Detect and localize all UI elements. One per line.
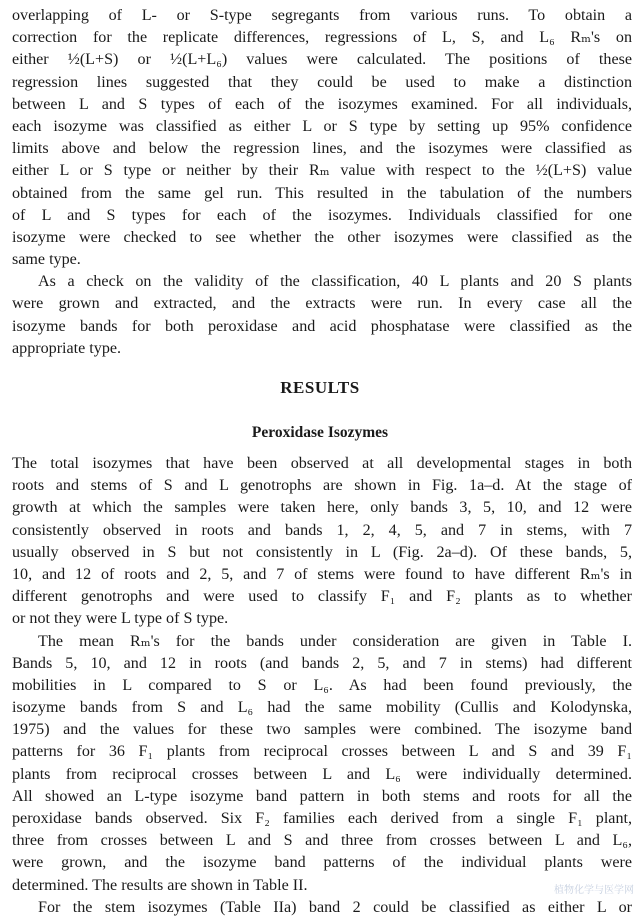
text-line: growth at which the samples were taken here, only bands 3, 5, 10, and 12 were bbox=[12, 499, 632, 517]
text-line: 1975) and the values for these two samples were combined. The isozyme band bbox=[12, 721, 632, 739]
text-line: between L and S types of each of the isozymes examined. For all individuals, bbox=[12, 95, 632, 113]
text-line: plants from reciprocal crosses between L and L₆ were individually determined. bbox=[12, 765, 632, 783]
text-line: isozyme bands for both peroxidase and acid phosphatase were classified as the bbox=[12, 317, 632, 335]
methods-paragraph-block bbox=[12, 5, 632, 360]
text-line: of L and S types for each of the isozymes. Individuals classified for one bbox=[12, 206, 632, 224]
results-paragraph-block bbox=[12, 453, 632, 919]
text-line: The mean Rₘ's for the bands under consideration are given in Table I. bbox=[38, 632, 632, 650]
text-line: isozyme were checked to see whether the other isozymes were classified as the bbox=[12, 228, 632, 246]
text-line: As a check on the validity of the classification, 40 L plants and 20 S plants bbox=[38, 273, 632, 291]
text-line: each isozyme was classified as either L or S type by setting up 95% confidence bbox=[12, 117, 632, 135]
text-line: roots and stems of S and L genotrophs are shown in Fig. 1a–d. At the stage of bbox=[12, 477, 632, 495]
text-line: Bands 5, 10, and 12 in roots (and bands 2, 5, and 7 in stems) had different bbox=[12, 654, 632, 672]
text-line: isozyme bands from S and L₆ had the same mobility (Cullis and Kolodynska, bbox=[12, 699, 632, 717]
text-line: For the stem isozymes (Table IIa) band 2 could be classified as either L or bbox=[38, 898, 632, 916]
text-line: either ½(L+S) or ½(L+L₆) values were calculated. The positions of these bbox=[12, 51, 632, 69]
text-line: were grown and extracted, and the extracts were run. In every case all the bbox=[12, 295, 632, 313]
text-line: or not they were L type of S type. bbox=[12, 610, 229, 628]
text-line: consistently observed in roots and bands 1, 2, 4, 5, and 7 in stems, with 7 bbox=[12, 521, 632, 539]
peroxidase-subheading: Peroxidase Isozymes bbox=[251, 424, 389, 441]
text-line: either L or S type or neither by their Rₘ value with respect to the ½(L+S) value bbox=[12, 162, 632, 180]
text-line: different genotrophs and were used to classify F₁ and F₂ plants as to whether bbox=[12, 588, 632, 606]
text-line: were grown, and the isozyme band patterns of the individual plants were bbox=[12, 854, 632, 872]
text-line: mobilities in L compared to S or L₆. As had been found previously, the bbox=[12, 676, 632, 694]
text-line: The total isozymes that have been observed at all developmental stages in both bbox=[12, 455, 632, 472]
results-heading: RESULTS bbox=[280, 378, 360, 397]
watermark: 植物化学与医学网 bbox=[554, 885, 634, 896]
text-line: correction for the replicate differences, regressions of L, S, and L₆ Rₘ's on bbox=[12, 29, 632, 47]
text-line: patterns for 36 F₁ plants from reciprocal crosses between L and S and 39 F₁ bbox=[12, 743, 632, 761]
text-line: overlapping of L- or S-type segregants from various runs. To obtain a bbox=[12, 7, 632, 24]
text-line: same type. bbox=[12, 251, 81, 269]
text-line: peroxidase bands observed. Six F₂ families each derived from a single F₁ plant, bbox=[12, 810, 632, 827]
text-line: determined. The results are shown in Table II. bbox=[12, 876, 308, 894]
text-line: appropriate type. bbox=[12, 339, 122, 357]
text-line: regression lines suggested that they could be used to make a distinction bbox=[12, 73, 632, 91]
text-line: limits above and below the regression lines, and the isozymes were classified as bbox=[12, 140, 632, 158]
text-line: All showed an L-type isozyme band pattern in both stems and roots for all the bbox=[12, 787, 632, 805]
text-line: obtained from the same gel run. This resulted in the tabulation of the numbers bbox=[12, 184, 632, 202]
text-line: 10, and 12 of roots and 2, 5, and 7 of stems were found to have different Rₘ's in bbox=[12, 565, 632, 583]
text-line: three from crosses between L and S and three from crosses between L and L₆, bbox=[12, 832, 632, 850]
text-line: usually observed in S but not consistently in L (Fig. 2a–d). Of these bands, 5, bbox=[12, 543, 632, 561]
